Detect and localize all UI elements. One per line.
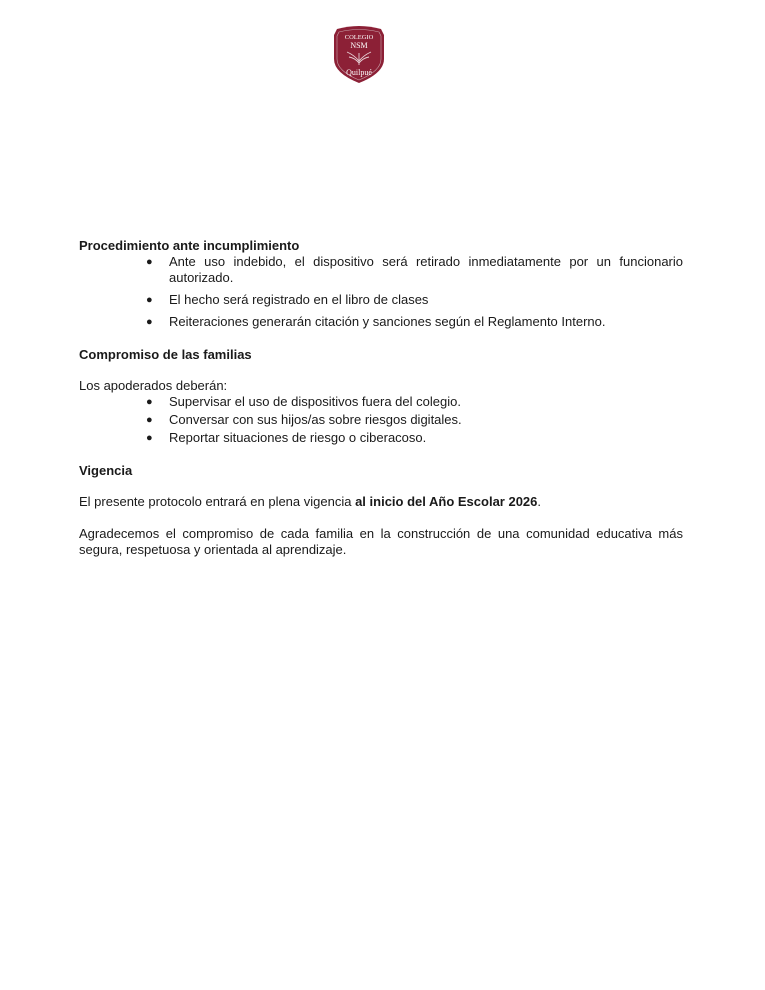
logo-line1: COLEGIO bbox=[344, 34, 374, 41]
vigencia-text bbox=[79, 494, 683, 510]
list-item-text: Reportar situaciones de riesgo o ciberacoso. bbox=[169, 430, 427, 445]
closing-paragraph: Agradecemos el compromiso de cada familia en la construcción de una comunidad educativa más segura, respetuosa y orientada al aprendizaje. bbox=[79, 526, 683, 557]
school-logo bbox=[332, 25, 386, 85]
bullet-icon: ● bbox=[146, 432, 153, 444]
bullet-icon: ● bbox=[146, 414, 153, 426]
list-item-text: El hecho será registrado en el libro de clases bbox=[169, 292, 429, 307]
vigencia-text-start: El presente protocolo entrará en plena vigencia bbox=[79, 494, 356, 509]
logo-line2: NSM bbox=[350, 41, 368, 50]
compromiso-list bbox=[79, 394, 683, 446]
section-title-compromiso: Compromiso de las familias bbox=[79, 347, 252, 362]
procedimiento-list bbox=[79, 254, 683, 330]
compromiso-intro: Los apoderados deberán: bbox=[79, 378, 228, 393]
list-item bbox=[79, 430, 683, 446]
list-item bbox=[79, 412, 683, 428]
section-title-procedimiento: Procedimiento ante incumplimiento bbox=[79, 238, 300, 253]
list-item bbox=[79, 254, 683, 286]
list-item-text: Supervisar el uso de dispositivos fuera del colegio. bbox=[169, 394, 461, 409]
logo-line3: Quilpué bbox=[346, 68, 372, 77]
bullet-icon: ● bbox=[146, 396, 153, 408]
document-body bbox=[79, 238, 683, 558]
bullet-icon: ● bbox=[146, 256, 153, 268]
list-item-text: Ante uso indebido, el dispositivo será retirado inmediatamente por un funcionario autorizado. bbox=[169, 254, 683, 285]
list-item bbox=[79, 292, 683, 308]
bullet-icon: ● bbox=[146, 316, 153, 328]
vigencia-text-end: . bbox=[537, 494, 542, 509]
shield-crest-icon bbox=[332, 25, 386, 85]
section-title-vigencia: Vigencia bbox=[79, 463, 133, 478]
list-item-text: Conversar con sus hijos/as sobre riesgos digitales. bbox=[169, 412, 462, 427]
list-item-text: Reiteraciones generarán citación y sanciones según el Reglamento Interno. bbox=[169, 314, 606, 329]
list-item bbox=[79, 314, 683, 330]
bullet-icon: ● bbox=[146, 294, 153, 306]
vigencia-date-bold: al inicio del Año Escolar 2026 bbox=[355, 494, 538, 509]
list-item bbox=[79, 394, 683, 410]
